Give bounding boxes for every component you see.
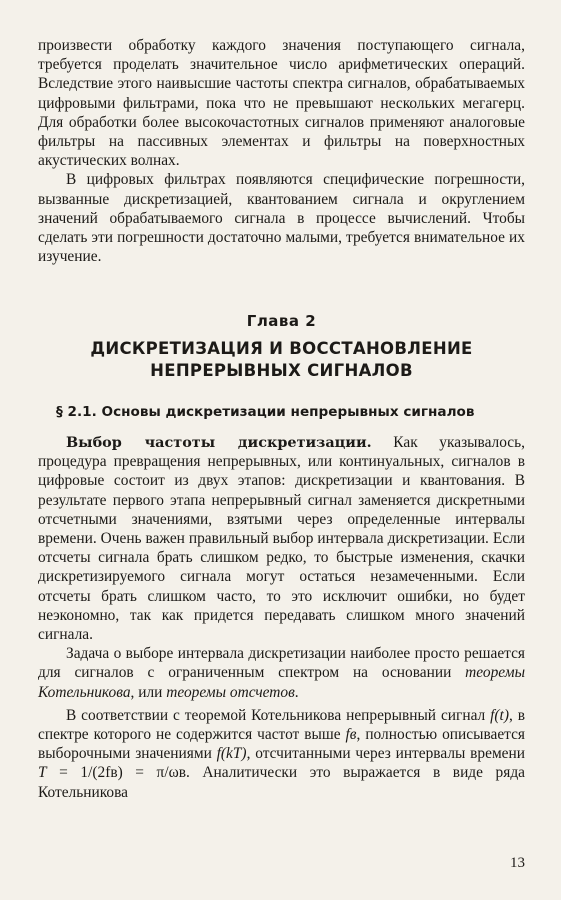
term-sampling-theorem: теоремы отсчетов xyxy=(166,683,295,701)
paragraph-1: произвести обработку каждого значения поступающего сигнала, требуется проделать значительное число арифметических операций. Вследствие этого наивысшие частоты спектра сигналов, обрабатываемых цифровыми фильтрами, пока что не превышают нескольких мегагерц. Для обработки более высокочастотных сигналов применяют аналоговые фильтры на пассивных элементах и фильтры на поверхностных акустических волнах. xyxy=(38,37,525,170)
paragraph-4-text-b: , или xyxy=(130,683,167,701)
chapter-number: Глава 2 xyxy=(246,312,317,330)
formula-f-of-t: f(t) xyxy=(490,706,509,724)
chapter-title xyxy=(38,338,525,382)
term-kotelnikov-theorem: теоремы Котельникова xyxy=(38,664,525,701)
paragraph-5-text-d: , отсчитанными через интервалы времени xyxy=(246,745,525,763)
paragraph-5-text-a: В соответствии с теоремой Котельникова непрерывный сигнал xyxy=(66,706,491,724)
paragraph-4 xyxy=(38,644,525,702)
paragraph-2: В цифровых фильтрах появляются специфические погрешности, вызванные дискретизацией, квантованием сигнала и округлением значений обрабатываемого сигнала в процессе вычислений. Чтобы сделать эти погрешности достаточно малыми, требуется внимательное их изучение. xyxy=(38,171,525,266)
paragraph-3-body: Как указывалось, процедура превращения непрерывных, или континуальных, сигналов в цифровые состоит из двух этапов: дискретизации и квантования. В результате первого этапа непрерывный сигнал заменяется дискретными отсчетными значениями, взятыми через определенные интервалы времени. Очень важен правильный выбор интервала дискретизации. Если отсчеты сигнала брать слишком редко, то быстрые изменения, скачки дискретизируемого сигнала могут остаться незамеченными. Если отсчеты брать слишком часто, то это исключит ошибки, но будет неэкономно, так как придется передавать слишком много значений сигнала. xyxy=(38,434,525,644)
paragraph-5-text-c: , полностью описывается выборочными значениями xyxy=(38,726,525,763)
chapter-title-line-2: НЕПРЕРЫВНЫХ СИГНАЛОВ xyxy=(150,361,413,380)
section-heading: § 2.1. Основы дискретизации непрерывных сигналов xyxy=(56,404,475,420)
top-text-block xyxy=(38,36,525,266)
paragraph-5 xyxy=(38,706,525,802)
formula-f-of-kt: f(kT) xyxy=(216,745,247,763)
formula-t: T xyxy=(38,764,47,782)
chapter-title-line-1: ДИСКРЕТИЗАЦИЯ И ВОССТАНОВЛЕНИЕ xyxy=(90,339,473,358)
paragraph-3 xyxy=(38,433,525,644)
paragraph-4-text-c: . xyxy=(294,683,299,701)
paragraph-4-text-a: Задача о выборе интервала дискретизации наиболее просто решается для сигналов с ограниченным спектром на основании xyxy=(38,645,525,682)
paragraph-5-text-e: = 1/(2fв) = π/ωв. Аналитически это выражается в виде ряда Котельникова xyxy=(38,764,525,801)
page-number: 13 xyxy=(510,855,525,871)
main-text-block xyxy=(38,433,525,802)
paragraph-3-lead: Выбор частоты дискретизации. xyxy=(66,434,372,451)
paragraph-5-text-b: , в спектре которого не содержится частот выше xyxy=(38,706,525,744)
formula-f-upper: fв xyxy=(345,726,357,744)
